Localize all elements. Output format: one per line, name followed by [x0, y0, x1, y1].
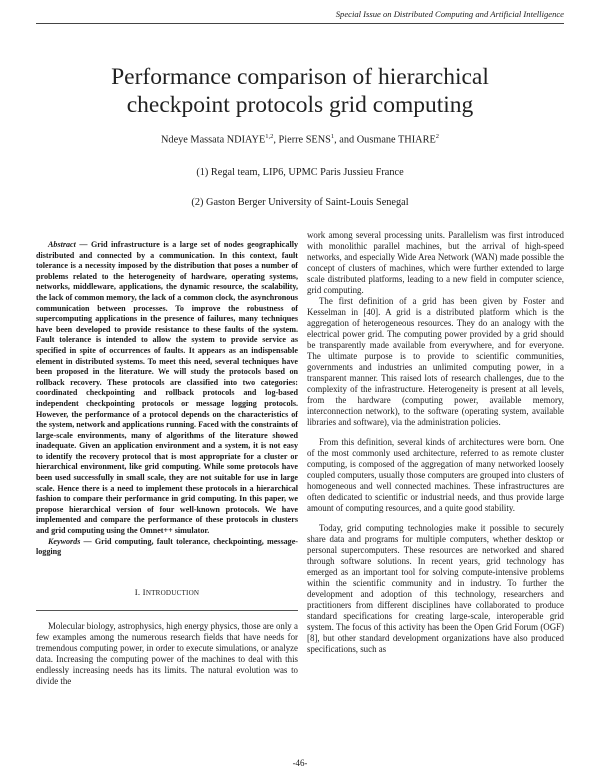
keywords — [36, 537, 298, 558]
title-line-1: Performance comparison of hierarchical — [111, 64, 489, 90]
keywords-label: Keywords — [48, 536, 81, 546]
abstract-label: Abstract — [48, 240, 76, 249]
affiliation-1: (1) Regal team, LIP6, UPMC Paris Jussieu France — [196, 167, 404, 178]
keywords-text: Grid computing, fault tolerance, checkpointing, message-logging — [36, 536, 298, 557]
author-1: Ndeye Massata NDIAYE — [160, 134, 266, 146]
abstract — [36, 240, 298, 537]
author-1-affil: 1,2 — [265, 133, 274, 140]
section-numeral: I. — [134, 586, 143, 597]
left-column — [36, 240, 298, 696]
section-first-letter: I — [142, 586, 146, 597]
journal-header: Special Issue on Distributed Computing and Artificial Intelligence — [335, 9, 564, 19]
author-2-affil: 1 — [330, 133, 335, 140]
abstract-dash: — — [75, 240, 91, 249]
body-paragraph-architectures: From this definition, several kinds of architectures were born. One of the most commonly used architecture, referred to as remote cluster computing, is composed of the aggregation of many networked loosely coupled computers, usually those computers are grouped into clusters of homogeneous and well connected machines. These infrastructures are often dedicated to scientific or industrial needs, and thus provide large amount of computing resources, and a quite good stability. — [307, 437, 564, 513]
author-separator-2: , and — [334, 134, 357, 146]
section-divider — [36, 610, 298, 611]
author-list — [40, 133, 560, 145]
page-number: -46- — [292, 758, 308, 768]
paper-title — [40, 63, 560, 119]
intro-paragraph-1: Molecular biology, astrophysics, high energy physics, those are only a few examples among the numerous research fields that have needs for tremendous computing power, in order to execute simulations, or analyze data. Increasing the computing power of the machines to deal with this endlessly increasing needs has its limits. The natural evolution was to divide the — [36, 620, 298, 686]
title-line-2: checkpoint protocols grid computing — [126, 92, 474, 118]
abstract-text: Grid infrastructure is a large set of nodes geographically distributed and connected by a communication. In this context, fault tolerance is a necessity imposed by the distribution that poses a number of problems related to the heterogeneity of hardware, operating systems, networks, middleware, applications, the dynamic resource, the scalability, the lack of common memory, the lack of a common clock, the asynchronous communication between processes. To improve the robustness of supercomputing applications in the presence of failures, many techniques have been developed to provide resistance to these faults of the system. Fault tolerance is intended to allow the system to provide service as specified in spite of occurrences of faults. It appears as an indispensable element in distributed systems. To meet this need, several techniques have been proposed in the literature. We will study the protocols based on rollback recovery. These protocols are classified into two categories: coordinated checkpointing and rollback protocols and log-based independent checkpointing protocols or message logging protocols. However, the performance of a protocol depends on the characteristics of the system, network and applications running. Faced with the constraints of large-scale environments, many of algorithms of the literature showed inadequate. Given an application environment and a system, it is not easy to identify the recovery protocol that is most appropriate for a cluster or hierarchical environment, like grid computing. While some protocols have been used successfully in small scale, they are not suitable for use in large scale. Hence there is a need to implement these protocols in a hierarchical fashion to compare their performance in grid computing. In this paper, we propose hierarchical version of four well-known protocols. We have implemented and compare the performance of these protocols in clusters and grid computing using the Omnet++ simulator. — [36, 240, 298, 536]
header-rule — [36, 23, 564, 24]
body-paragraph-grid-definition: The first definition of a grid has been given by Foster and Kesselman in [40]. A grid is a distributed platform which is the aggregation of heterogeneous resources. They do an analogy with the electrical power grid. The computing power provided by a grid should be transparently made available from everywhere, and for everyone. The ultimate purpose is to provide to scientific communities, governments and industries an unlimited computing power, in a transparent manner. This raised lots of research challenges, due to the complexity of the infrastructure. Heterogeneity is present at all levels, from the hardware (computing power, available memory, interconnection network), to the software (operating system, available libraries and software), via the administration policies. — [307, 296, 564, 427]
author-separator-1: , — [273, 134, 279, 146]
body-paragraph-continued: work among several processing units. Parallelism was first introduced with monolithic parallel machines, but the arrival of high-speed networks, and especially Wide Area Network (WAN) made possible the concept of clusters of machines, which were further extended to large scale distributed platforms, leading to a new field in computer science, grid computing. — [307, 230, 564, 295]
keywords-dash: — — [80, 536, 95, 546]
author-2: Pierre SENS — [278, 134, 331, 146]
section-title-rest: NTRODUCTION — [145, 588, 200, 597]
author-3: Ousmane THIARE — [356, 134, 436, 146]
section-heading-introduction — [36, 587, 298, 599]
author-3-affil: 2 — [435, 133, 440, 140]
affiliation-2: (2) Gaston Berger University of Saint-Louis Senegal — [191, 197, 409, 208]
right-column — [307, 230, 564, 664]
body-paragraph-technologies: Today, grid computing technologies make it possible to securely share data and programs for multiple computers, whether desktop or personal supercomputers. These resources are networked and shared through software solutions. In recent years, grid technology has emerged as an important tool for solving compute-intensive problems within the scientific community and in industry. To further the development and adoption of this technology, researchers and practitioners from different disciplines have collaborated to produce standard specifications for creating large-scale, interoperable grid system. The focus of this activity has been the Open Grid Forum (OGF) [8], but other standard development organizations have also produced specifications, such as — [307, 523, 564, 654]
